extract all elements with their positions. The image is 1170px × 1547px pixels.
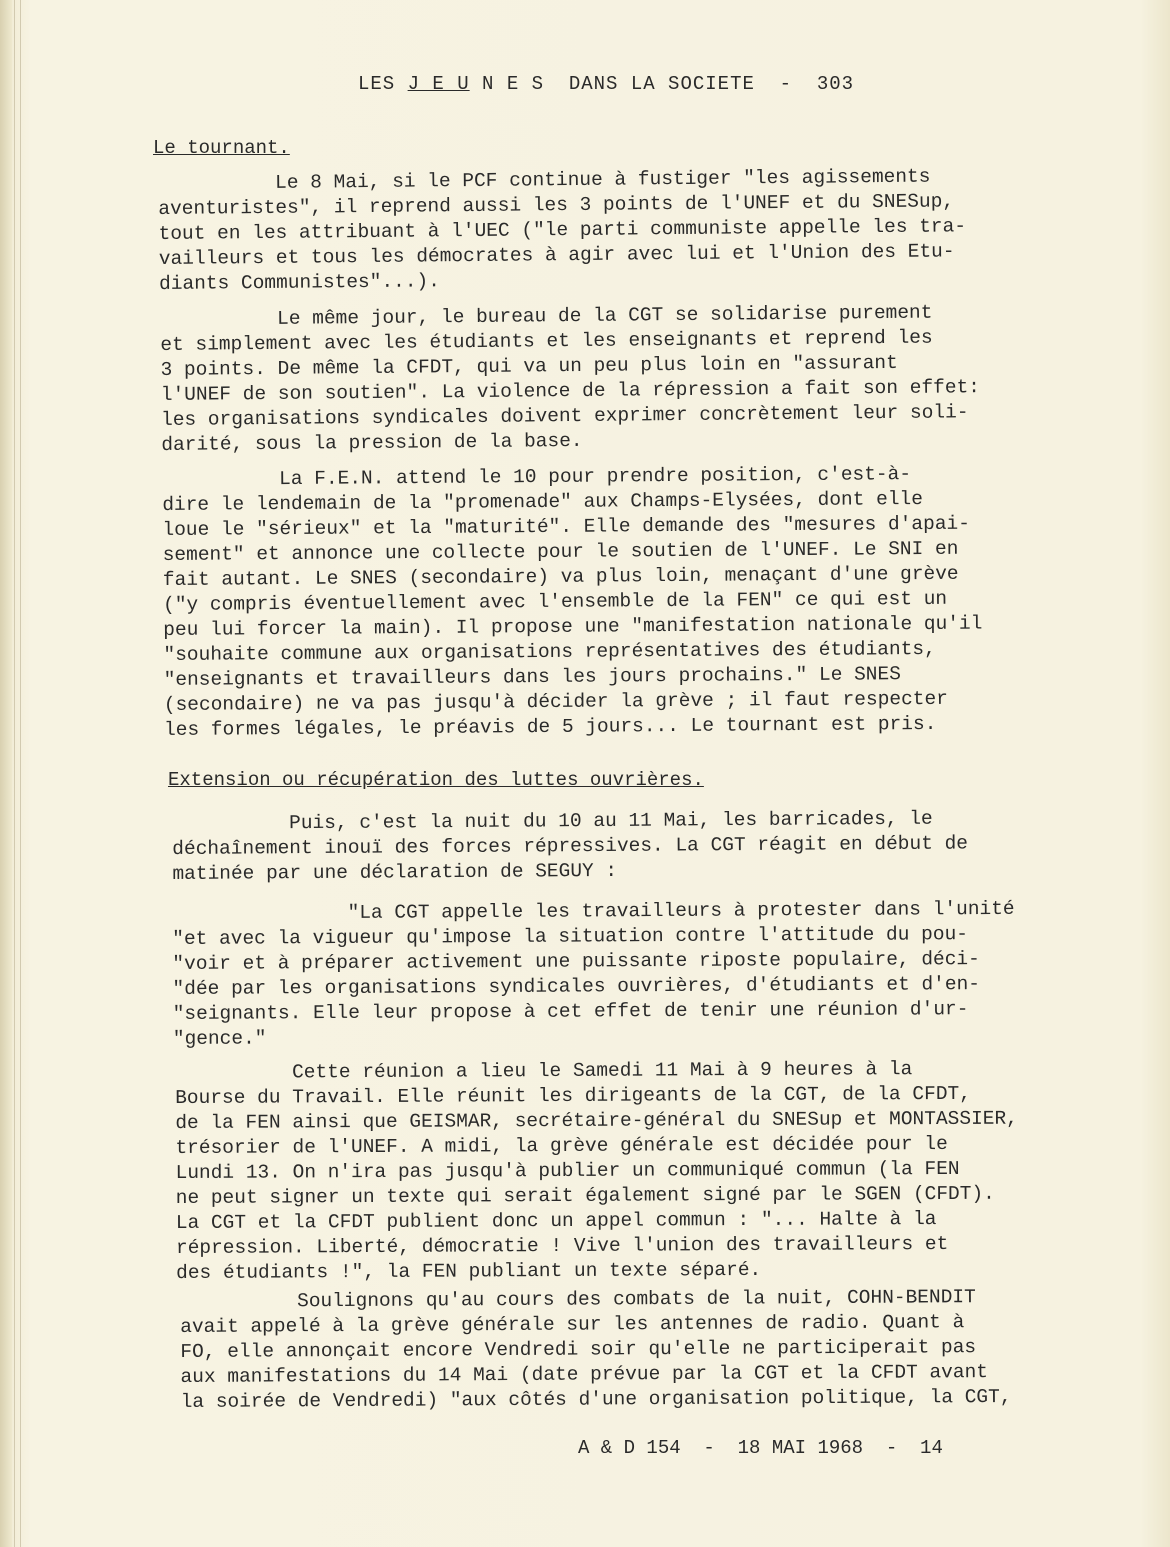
text-line: ("y compris éventuellement avec l'ensemble de la FEN" ce qui est un	[162, 587, 948, 616]
text-line: Lundi 13. On n'ira pas jusqu'à publier un communiqué commun (la FEN	[175, 1157, 960, 1184]
text-line: "La CGT appelle les travailleurs à protester dans l'unité	[172, 897, 1015, 925]
text-line: ne peut signer un texte qui serait également signé par le SGEN (CFDT).	[175, 1182, 995, 1209]
text-line: sement" et annonce une collecte pour le soutien de l'UNEF. Le SNI en	[162, 537, 959, 566]
text-line: Le même jour, le bureau de la CGT se solidarise purement	[160, 301, 933, 331]
text-line: Soulignons qu'au cours des combats de la nuit, COHN-BENDIT	[180, 1286, 976, 1313]
text-line: 3 points. De même la CFDT, qui va un peu plus loin en "assurant	[160, 351, 898, 381]
text-line: aux manifestations du 14 Mai (date prévue par la CGT et la CFDT avant	[180, 1361, 989, 1388]
text-line: La CGT et la CFDT publient donc un appel commun : "... Halte à la	[175, 1208, 937, 1234]
running-header	[358, 73, 854, 95]
paragraph	[160, 300, 981, 458]
page-edge-line	[14, 0, 15, 1547]
paragraph	[175, 1057, 1019, 1286]
running-header-underlined: J E U	[407, 73, 470, 95]
text-line: dire le lendemain de la "promenade" aux Champs-Elysées, dont elle	[162, 488, 923, 516]
text-line: darité, sous la pression de la base.	[161, 429, 583, 456]
text-line: répression. Liberté, démocratie ! Vive l'union des travailleurs et	[175, 1232, 949, 1259]
paragraph	[180, 1285, 1012, 1415]
section-heading: Le tournant.	[153, 137, 290, 159]
text-line: "gence."	[172, 1027, 267, 1050]
section-heading: Extension ou récupération des luttes ouvrières.	[168, 769, 704, 791]
text-line: et simplement avec les étudiants et les enseignants et reprend les	[160, 326, 933, 356]
text-line: "voir et à préparer activement une puissante riposte populaire, déci-	[172, 948, 980, 975]
text-line: "dée par les organisations syndicales ouvrières, d'étudiants et d'en-	[172, 973, 981, 1000]
text-line: tout en les attribuant à l'UEC ("le parti communiste appelle les tra-	[158, 215, 967, 245]
text-line: trésorier de l'UNEF. A midi, la grève générale est décidée pour le	[175, 1132, 948, 1159]
text-line: (secondaire) ne va pas jusqu'à décider la grève ; il faut respecter	[163, 687, 948, 716]
text-line: Le 8 Mai, si le PCF continue à fustiger "les agissements	[158, 165, 931, 195]
page-left-edge	[0, 0, 12, 1547]
page-edge-line	[20, 0, 21, 1547]
running-header-rest: N E S DANS LA SOCIETE - 303	[469, 73, 855, 95]
text-line: fait autant. Le SNES (secondaire) va plus loin, menaçant d'une grève	[162, 562, 959, 591]
text-line: "seignants. Elle leur propose à cet effet de tenir une réunion d'ur-	[172, 998, 969, 1025]
quotation	[172, 897, 1015, 1052]
text-line: Bourse du Travail. Elle réunit les dirigeants de la CGT, de la CFDT,	[175, 1082, 971, 1109]
text-line: l'UNEF de son soutien". La violence de la répression a fait son effet:	[160, 376, 981, 406]
text-line: la soirée de Vendredi) "aux côtés d'une organisation politique, la CGT,	[180, 1385, 1012, 1413]
page-footer: A & D 154 - 18 MAI 1968 - 14	[578, 1437, 943, 1459]
text-line: La F.E.N. attend le 10 pour prendre position, c'est-à-	[162, 463, 912, 491]
paragraph	[158, 164, 967, 297]
text-line: vailleurs et tous les démocrates à agir avec lui et l'Union des Etu-	[158, 240, 955, 270]
text-line: "enseignants et travailleurs dans les jours prochains." Le SNES	[163, 663, 901, 691]
text-line: déchaînement inouï des forces répressives. La CGT réagit en début de	[172, 832, 969, 860]
text-line: diants Communistes"...).	[158, 270, 441, 295]
text-line: avait appelé à la grève générale sur les antennes de radio. Quant à	[180, 1311, 965, 1338]
running-header-prefix: LES	[358, 73, 408, 95]
text-line: de la FEN ainsi que GEISMAR, secrétaire-général du SNESup et MONTASSIER,	[175, 1107, 1018, 1134]
text-line: "et avec la vigueur qu'impose la situation contre l'attitude du pou-	[172, 923, 969, 950]
text-line: Cette réunion a lieu le Samedi 11 Mai à 9 heures à la	[175, 1058, 913, 1084]
text-line: les formes légales, le préavis de 5 jours... Le tournant est pris.	[163, 712, 937, 741]
text-line: des étudiants !", la FEN publiant un texte séparé.	[176, 1258, 762, 1284]
text-line: Puis, c'est la nuit du 10 au 11 Mai, les barricades, le	[172, 807, 933, 835]
text-line: peu lui forcer la main). Il propose une "manifestation nationale qu'il	[163, 612, 983, 641]
text-line: FO, elle annonçait encore Vendredi soir qu'elle ne participerait pas	[180, 1336, 977, 1363]
text-line: "souhaite commune aux organisations représentatives des étudiants,	[163, 637, 936, 666]
text-line: les organisations syndicales doivent exprimer concrètement leur soli-	[160, 401, 969, 431]
text-line: aventuristes", il reprend aussi les 3 points de l'UNEF et du SNESup,	[158, 190, 955, 220]
text-line: matinée par une déclaration de SEGUY :	[172, 859, 618, 885]
paragraph	[162, 462, 983, 743]
paragraph	[172, 806, 968, 887]
text-line: loue le "sérieux" et la "maturité". Elle demande des "mesures d'apai-	[162, 512, 970, 541]
